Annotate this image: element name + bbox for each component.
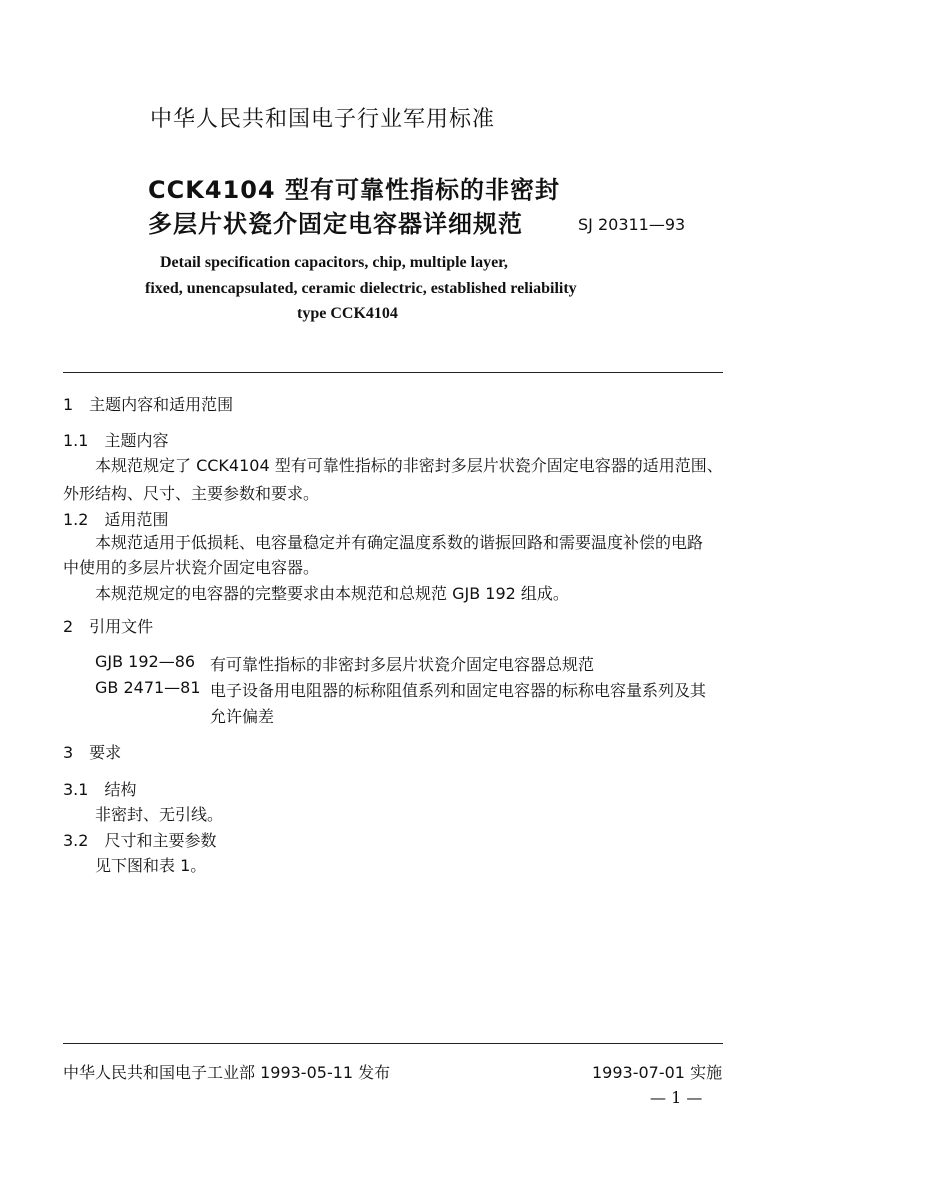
title-line-1: CCK4104 型有可靠性指标的非密封 [148, 176, 560, 204]
paragraph-3: 本规范规定的电容器的完整要求由本规范和总规范 GJB 192 组成。 [95, 584, 569, 603]
section-3-1-heading: 3.1 结构 [63, 780, 137, 799]
english-title-1: Detail specification capacitors, chip, multiple layer, [160, 254, 508, 271]
paragraph-1b: 外形结构、尺寸、主要参数和要求。 [63, 484, 320, 503]
title-line-2: 多层片状瓷介固定电容器详细规范 [148, 210, 523, 238]
reference-code: GB 2471—81 [95, 678, 201, 697]
reference-title: 电子设备用电阻器的标称阻值系列和固定电容器的标称电容量系列及其 [210, 681, 707, 700]
section-1-heading: 1 主题内容和适用范围 [63, 395, 234, 414]
reference-code: GJB 192—86 [95, 652, 196, 671]
english-title-2: fixed, unencapsulated, ceramic dielectric, established reliability [145, 280, 577, 297]
reference-title: 有可靠性指标的非密封多层片状瓷介固定电容器总规范 [210, 655, 595, 674]
paragraph-2b: 中使用的多层片状瓷介固定电容器。 [63, 558, 320, 577]
issue-date: 中华人民共和国电子工业部 1993-05-11 发布 [63, 1063, 391, 1082]
paragraph-4: 非密封、无引线。 [95, 805, 224, 824]
section-3-heading: 3 要求 [63, 743, 122, 762]
header-divider [63, 372, 723, 373]
section-2-heading: 2 引用文件 [63, 617, 154, 636]
footer-divider [63, 1043, 723, 1044]
standard-organization: 中华人民共和国电子行业军用标准 [150, 107, 496, 132]
reference-title-cont: 允许偏差 [210, 707, 275, 726]
standard-code: SJ 20311—93 [578, 215, 686, 234]
paragraph-5: 见下图和表 1。 [95, 856, 207, 875]
paragraph-1a: 本规范规定了 CCK4104 型有可靠性指标的非密封多层片状瓷介固定电容器的适用范围、 [95, 456, 723, 475]
section-1-2-heading: 1.2 适用范围 [63, 510, 169, 529]
page-number: — 1 — [650, 1088, 703, 1107]
section-1-1-heading: 1.1 主题内容 [63, 431, 169, 450]
section-3-2-heading: 3.2 尺寸和主要参数 [63, 831, 217, 850]
effective-date: 1993-07-01 实施 [592, 1063, 723, 1082]
paragraph-2a: 本规范适用于低损耗、电容量稳定并有确定温度系数的谐振回路和需要温度补偿的电路 [95, 533, 704, 552]
english-title-3: type CCK4104 [297, 305, 398, 322]
